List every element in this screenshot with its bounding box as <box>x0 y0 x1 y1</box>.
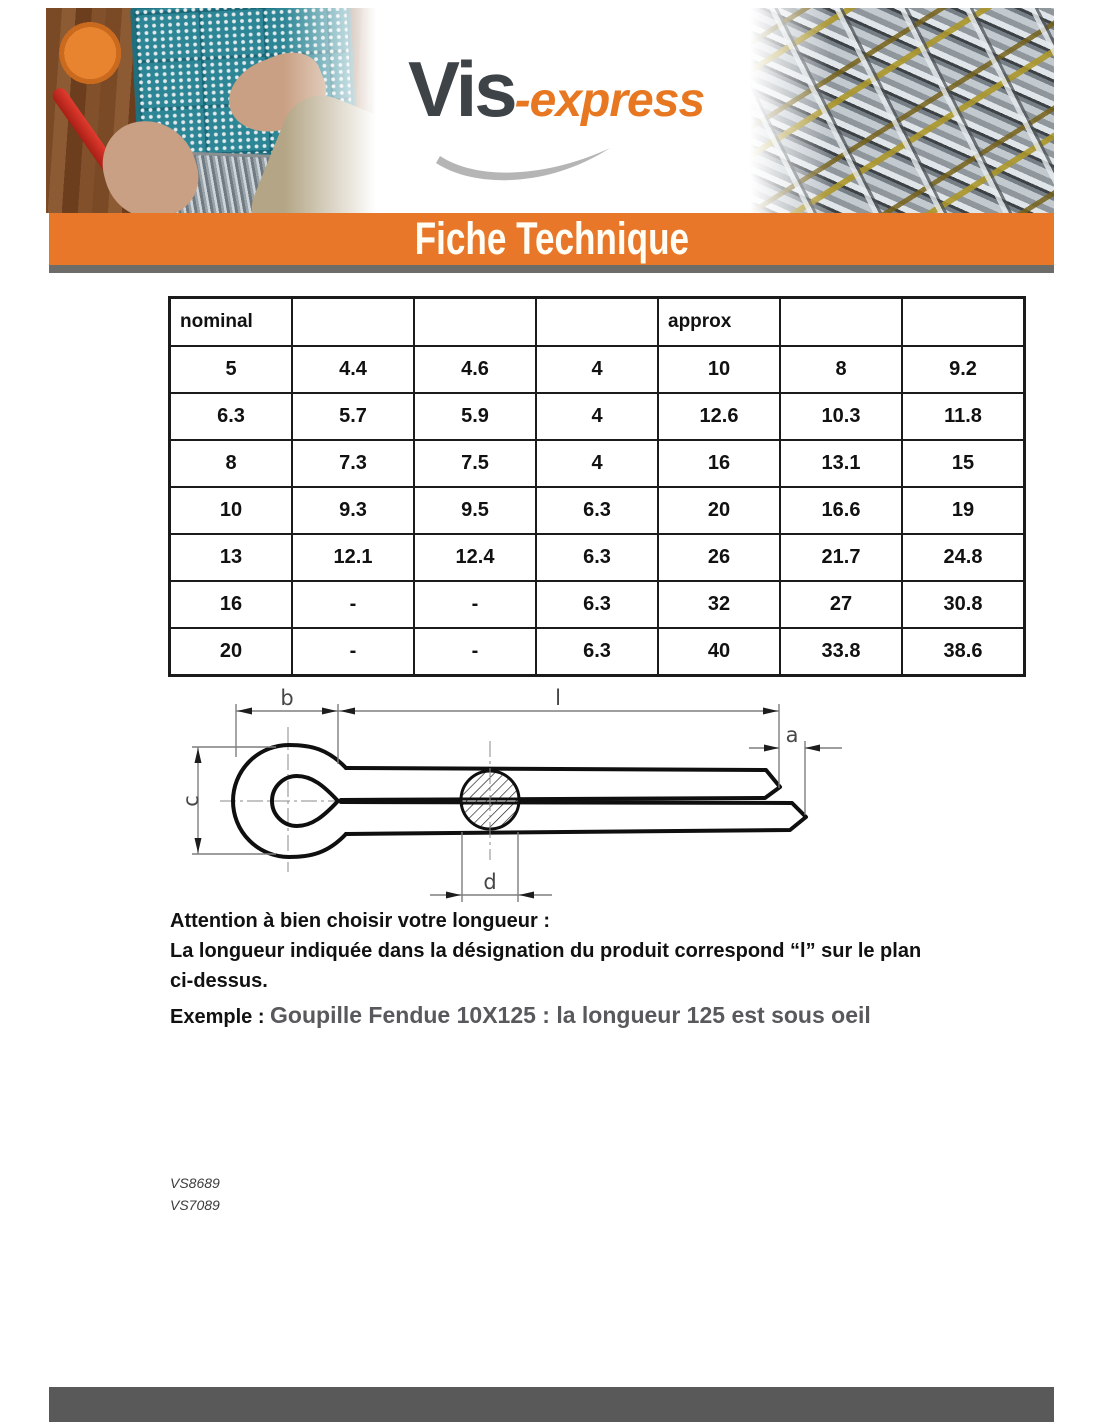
table-cell: 16 <box>658 440 780 487</box>
table-row <box>170 393 1025 440</box>
reference-code: VS8689 <box>170 1175 220 1191</box>
table-cell: 33.8 <box>780 628 902 676</box>
table-cell: 4 <box>536 440 658 487</box>
logo-swoosh-icon <box>418 144 628 189</box>
table-cell: 5.9 <box>414 393 536 440</box>
spec-table <box>168 296 1026 677</box>
page-title: Fiche Technique <box>414 213 689 264</box>
note-line-2: La longueur indiquée dans la désignation du produit correspond “l” sur le plan <box>170 940 922 962</box>
table-row <box>170 628 1025 676</box>
table-cell: 27 <box>780 581 902 628</box>
table-cell: 6.3 <box>536 534 658 581</box>
table-cell: 10.3 <box>780 393 902 440</box>
dim-label-d: d <box>483 870 497 894</box>
table-header-cell: nominal <box>170 298 293 347</box>
table-row <box>170 581 1025 628</box>
logo-text-secondary: -express <box>514 74 705 127</box>
table-header-cell <box>292 298 414 347</box>
table-cell: 12.6 <box>658 393 780 440</box>
photo-fade-overlay <box>46 8 386 213</box>
photo-fade-overlay <box>744 8 1054 213</box>
table-cell: 13 <box>170 534 293 581</box>
notes-block <box>170 906 980 1035</box>
table-cell: 12.4 <box>414 534 536 581</box>
table-cell: 21.7 <box>780 534 902 581</box>
table-cell: - <box>414 581 536 628</box>
table-cell: 4 <box>536 346 658 393</box>
table-header-row <box>170 298 1025 347</box>
table-cell: 8 <box>170 440 293 487</box>
note-line-1: Attention à bien choisir votre longueur : <box>170 910 551 932</box>
table-cell: 6.3 <box>170 393 293 440</box>
table-cell: - <box>414 628 536 676</box>
table-cell: - <box>292 581 414 628</box>
table-cell: 20 <box>658 487 780 534</box>
table-cell: 9.3 <box>292 487 414 534</box>
table-cell: 5 <box>170 346 293 393</box>
banner-bottom-strip <box>49 265 1054 273</box>
table-header-cell <box>902 298 1025 347</box>
table-cell: 7.3 <box>292 440 414 487</box>
reference-code: VS7089 <box>170 1197 220 1213</box>
example-prefix: Exemple : <box>170 1006 271 1028</box>
table-cell: 32 <box>658 581 780 628</box>
table-cell: 9.2 <box>902 346 1025 393</box>
table-cell: 24.8 <box>902 534 1025 581</box>
table-row <box>170 534 1025 581</box>
table-cell: 30.8 <box>902 581 1025 628</box>
logo-text-primary: Vis <box>408 45 515 133</box>
table-cell: 10 <box>658 346 780 393</box>
table-header-cell <box>780 298 902 347</box>
table-cell: 4.6 <box>414 346 536 393</box>
table-cell: 19 <box>902 487 1025 534</box>
example-text: Goupille Fendue 10X125 : la longueur 125 est sous oeil <box>270 1002 871 1028</box>
table-cell: 11.8 <box>902 393 1025 440</box>
dim-label-b: b <box>280 688 294 710</box>
table-row <box>170 487 1025 534</box>
footer-bar <box>49 1387 1054 1422</box>
table-header-cell <box>536 298 658 347</box>
table-cell: 26 <box>658 534 780 581</box>
table-cell: 12.1 <box>292 534 414 581</box>
table-cell: 7.5 <box>414 440 536 487</box>
dim-label-l: l <box>555 688 561 710</box>
note-line-3: ci-dessus. <box>170 970 268 992</box>
brand-logo <box>408 44 718 179</box>
table-cell: 4.4 <box>292 346 414 393</box>
table-cell: 6.3 <box>536 628 658 676</box>
table-cell: 9.5 <box>414 487 536 534</box>
table-cell: - <box>292 628 414 676</box>
reference-codes <box>170 1172 220 1216</box>
table-cell: 20 <box>170 628 293 676</box>
table-cell: 38.6 <box>902 628 1025 676</box>
table-cell: 40 <box>658 628 780 676</box>
table-cell: 15 <box>902 440 1025 487</box>
header-photo-screws <box>744 8 1054 213</box>
example-line <box>170 999 980 1035</box>
table-header-cell <box>414 298 536 347</box>
table-cell: 10 <box>170 487 293 534</box>
table-cell: 8 <box>780 346 902 393</box>
table-cell: 16.6 <box>780 487 902 534</box>
cotter-pin-diagram <box>170 688 880 910</box>
table-cell: 6.3 <box>536 581 658 628</box>
spec-table-head <box>170 298 1025 347</box>
table-cell: 16 <box>170 581 293 628</box>
banner <box>49 213 1054 265</box>
header-photo-workbench <box>46 8 386 213</box>
dim-label-a: a <box>785 723 799 747</box>
table-cell: 13.1 <box>780 440 902 487</box>
table-header-cell: approx <box>658 298 780 347</box>
spec-table-body <box>170 346 1025 676</box>
table-cell: 4 <box>536 393 658 440</box>
table-row <box>170 440 1025 487</box>
table-cell: 6.3 <box>536 487 658 534</box>
dim-label-c: c <box>179 795 203 807</box>
table-cell: 5.7 <box>292 393 414 440</box>
table-row <box>170 346 1025 393</box>
